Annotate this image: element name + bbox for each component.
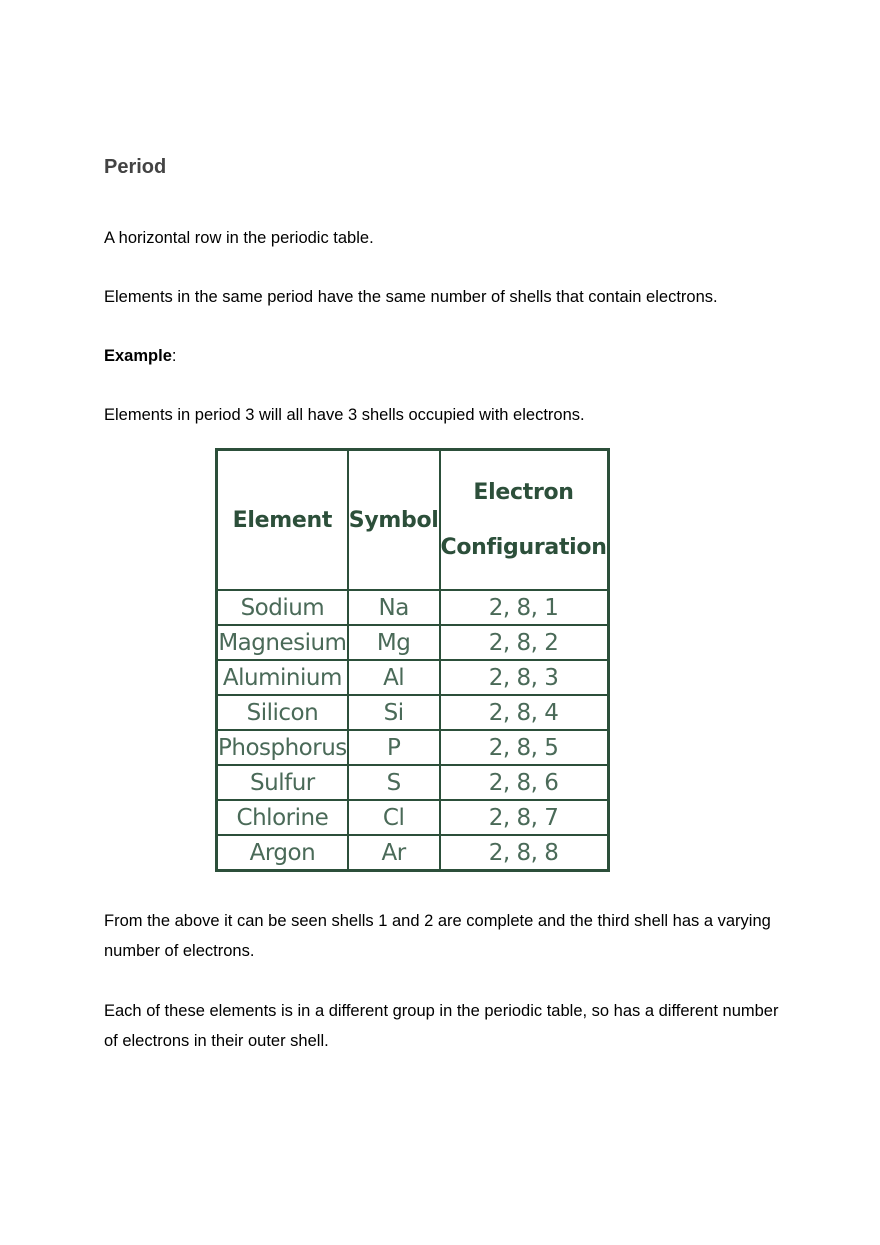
example-heading <box>104 341 784 371</box>
cell-element: Phosphorus <box>217 730 348 765</box>
table-row <box>217 730 609 765</box>
cell-config: 2, 8, 6 <box>440 765 609 800</box>
cell-symbol: Ar <box>348 835 440 871</box>
header-config-line1: Electron <box>473 480 574 505</box>
cell-element: Silicon <box>217 695 348 730</box>
table-row <box>217 590 609 625</box>
cell-config: 2, 8, 5 <box>440 730 609 765</box>
cell-symbol: S <box>348 765 440 800</box>
header-config-line2: Configuration <box>440 535 607 560</box>
cell-symbol: Cl <box>348 800 440 835</box>
cell-config: 2, 8, 7 <box>440 800 609 835</box>
cell-config: 2, 8, 8 <box>440 835 609 871</box>
cell-symbol: Si <box>348 695 440 730</box>
cell-config: 2, 8, 2 <box>440 625 609 660</box>
table-row <box>217 695 609 730</box>
example-label: Example <box>104 347 172 365</box>
cell-element: Sodium <box>217 590 348 625</box>
table-row <box>217 625 609 660</box>
groups-paragraph: Each of these elements is in a different group in the periodic table, so has a different number of electrons in their outer shell. <box>104 1002 779 1050</box>
header-element: Element <box>217 450 348 591</box>
table-row <box>217 835 609 871</box>
cell-symbol: Al <box>348 660 440 695</box>
cell-element: Magnesium <box>217 625 348 660</box>
header-symbol: Symbol <box>348 450 440 591</box>
cell-element: Chlorine <box>217 800 348 835</box>
table-row <box>217 800 609 835</box>
header-config <box>440 450 609 591</box>
example-colon: : <box>171 347 177 365</box>
table-row <box>217 765 609 800</box>
page-title: Period <box>104 156 167 178</box>
period-3-table <box>215 448 610 872</box>
cell-element: Sulfur <box>217 765 348 800</box>
cell-config: 2, 8, 3 <box>440 660 609 695</box>
example-paragraph: Elements in period 3 will all have 3 shells occupied with electrons. <box>104 406 585 424</box>
cell-config: 2, 8, 1 <box>440 590 609 625</box>
shells-paragraph: Elements in the same period have the same number of shells that contain electrons. <box>104 288 718 306</box>
cell-symbol: Na <box>348 590 440 625</box>
cell-element: Argon <box>217 835 348 871</box>
definition-paragraph: A horizontal row in the periodic table. <box>104 229 374 247</box>
cell-symbol: P <box>348 730 440 765</box>
cell-element: Aluminium <box>217 660 348 695</box>
observation-paragraph: From the above it can be seen shells 1 and 2 are complete and the third shell has a varying number of electrons. <box>104 912 771 960</box>
table-row <box>217 660 609 695</box>
cell-symbol: Mg <box>348 625 440 660</box>
table-header-row <box>217 450 609 591</box>
cell-config: 2, 8, 4 <box>440 695 609 730</box>
